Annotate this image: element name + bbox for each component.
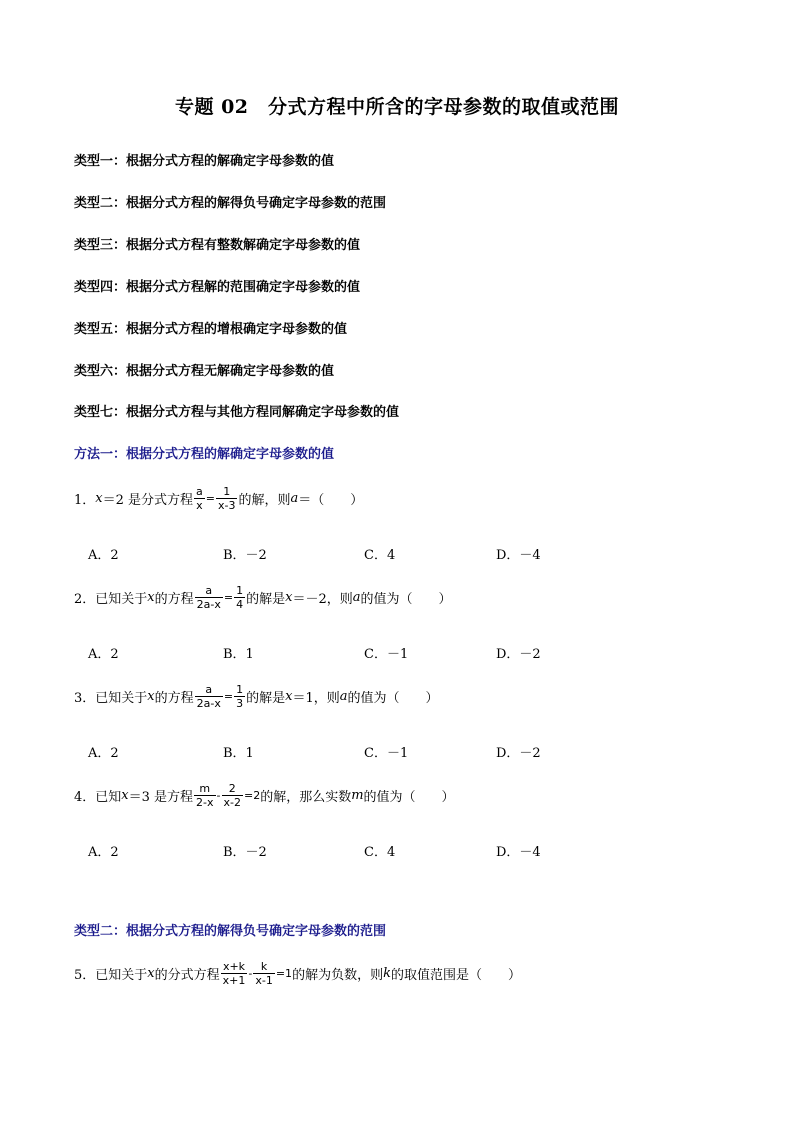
denominator: x-1 <box>255 974 273 987</box>
option-c[interactable]: C．4 <box>364 548 396 563</box>
numerator: k <box>260 960 268 973</box>
question-prefix: 3．已知关于 <box>74 691 148 706</box>
option-d[interactable]: D．－2 <box>496 746 541 761</box>
fraction <box>195 584 223 611</box>
option-d[interactable]: D．－4 <box>496 548 541 563</box>
type-item-2: 类型二：根据分式方程的解得负号确定字母参数的范围 <box>74 196 387 211</box>
question-text: ＝2 是分式方程 <box>102 493 194 508</box>
option-b[interactable]: B．1 <box>223 746 254 761</box>
question-text: 的解，则 <box>238 493 291 508</box>
type-item-3: 类型三：根据分式方程有整数解确定字母参数的值 <box>74 238 361 253</box>
option-a[interactable]: A．2 <box>88 746 119 761</box>
option-c[interactable]: C．4 <box>364 845 396 860</box>
variable: k <box>383 966 391 981</box>
variable: x <box>285 689 293 704</box>
numerator: x+k <box>222 960 246 973</box>
page-title: 专题 02 分式方程中所含的字母参数的取值或范围 <box>174 96 620 118</box>
question-text: ＝（ ） <box>298 493 364 508</box>
variable: x <box>95 491 103 506</box>
numerator: 1 <box>223 485 231 498</box>
operator: = <box>205 492 215 505</box>
question-prefix: 1． <box>74 493 96 508</box>
fraction <box>234 683 245 710</box>
option-b[interactable]: B．－2 <box>223 845 267 860</box>
fraction <box>216 485 237 512</box>
fraction <box>195 683 223 710</box>
option-d[interactable]: D．－2 <box>496 647 541 662</box>
question-5 <box>74 960 521 987</box>
question-4 <box>74 782 455 809</box>
numerator: a <box>196 485 203 498</box>
type-item-1: 类型一：根据分式方程的解确定字母参数的值 <box>74 154 335 169</box>
type-item-6: 类型六：根据分式方程无解确定字母参数的值 <box>74 364 335 379</box>
numerator: 2 <box>228 782 236 795</box>
numerator: 1 <box>236 584 244 597</box>
variable: x <box>147 966 155 981</box>
question-text: 的值为（ ） <box>347 691 439 706</box>
variable: x <box>285 590 293 605</box>
question-text: 的分式方程 <box>154 968 220 983</box>
question-text: ＝1，则 <box>292 691 340 706</box>
fraction <box>234 584 245 611</box>
question-text: 的方程 <box>154 691 194 706</box>
question-text: 的值为（ ） <box>360 592 452 607</box>
numerator: m <box>199 782 211 795</box>
numerator: 1 <box>236 683 244 696</box>
denominator: x-3 <box>218 499 236 512</box>
option-a[interactable]: A．2 <box>88 647 119 662</box>
question-prefix: 2．已知关于 <box>74 592 148 607</box>
type-item-5: 类型五：根据分式方程的增根确定字母参数的值 <box>74 322 348 337</box>
numerator: a <box>205 584 213 597</box>
fraction <box>222 782 243 809</box>
section-heading-type-2: 类型二：根据分式方程的解得负号确定字母参数的范围 <box>74 924 387 939</box>
question-text: 的解为负数，则 <box>292 968 384 983</box>
type-item-7: 类型七：根据分式方程与其他方程同解确定字母参数的值 <box>74 405 400 420</box>
option-d[interactable]: D．－4 <box>496 845 541 860</box>
question-3 <box>74 683 439 710</box>
variable: m <box>351 788 364 803</box>
question-text: 的取值范围是（ ） <box>390 968 521 983</box>
operator: =1 <box>275 967 293 980</box>
question-text: ＝－2，则 <box>292 592 353 607</box>
question-text: 的值为（ ） <box>363 790 455 805</box>
question-prefix: 5．已知关于 <box>74 968 148 983</box>
operator: = <box>223 690 234 703</box>
variable: a <box>290 491 299 506</box>
variable: x <box>147 689 155 704</box>
operator: =2 <box>243 789 261 802</box>
question-text: 的解是 <box>246 592 286 607</box>
variable: a <box>352 590 361 605</box>
question-prefix: 4．已知 <box>74 790 122 805</box>
variable: x <box>121 788 129 803</box>
option-c[interactable]: C．－1 <box>364 746 409 761</box>
numerator: a <box>205 683 213 696</box>
variable: a <box>339 689 348 704</box>
question-1 <box>74 485 363 512</box>
option-b[interactable]: B．－2 <box>223 548 267 563</box>
operator: = <box>223 591 234 604</box>
option-a[interactable]: A．2 <box>88 845 119 860</box>
question-text: 的方程 <box>154 592 194 607</box>
fraction <box>253 960 274 987</box>
section-heading-method-1: 方法一：根据分式方程的解确定字母参数的值 <box>74 447 335 462</box>
denominator: 4 <box>236 598 244 611</box>
question-text: ＝3 是方程 <box>128 790 194 805</box>
denominator: 2-x <box>196 796 214 809</box>
operator: - <box>248 967 253 980</box>
variable: x <box>147 590 155 605</box>
denominator: x <box>196 499 203 512</box>
denominator: x-2 <box>223 796 241 809</box>
denominator: 2a-x <box>196 598 221 611</box>
question-2 <box>74 584 452 611</box>
denominator: 3 <box>236 697 244 710</box>
operator: - <box>216 789 221 802</box>
option-c[interactable]: C．－1 <box>364 647 409 662</box>
question-text: 的解是 <box>246 691 286 706</box>
option-b[interactable]: B．1 <box>223 647 254 662</box>
denominator: 2a-x <box>196 697 221 710</box>
option-a[interactable]: A．2 <box>88 548 119 563</box>
denominator: x+1 <box>222 974 246 987</box>
question-text: 的解，那么实数 <box>260 790 352 805</box>
type-item-4: 类型四：根据分式方程解的范围确定字母参数的值 <box>74 280 361 295</box>
fraction <box>221 960 248 987</box>
fraction <box>194 485 205 512</box>
fraction <box>194 782 215 809</box>
